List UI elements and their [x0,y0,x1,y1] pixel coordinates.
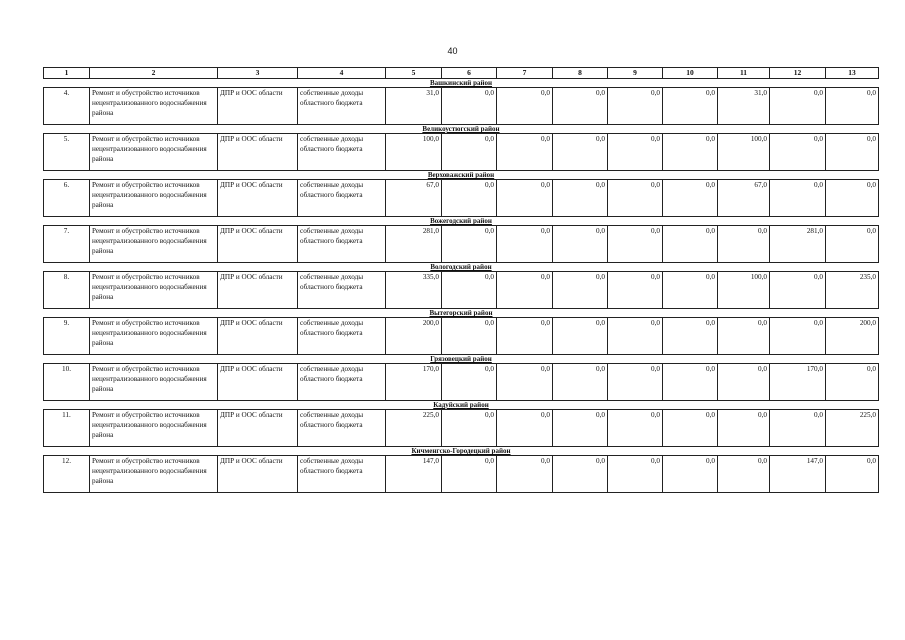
value-cell: 0,0 [718,456,770,493]
column-header: 7 [497,68,553,79]
row-number: 8. [44,272,90,309]
district-row [44,263,879,272]
executor: ДПР и ООС области [218,226,298,263]
district-name: Вытегорский район [44,309,879,318]
district-row [44,125,879,134]
value-cell: 0,0 [826,134,879,171]
table-row [44,318,879,355]
value-cell: 170,0 [386,364,442,401]
activity-name: Ремонт и обустройство источников нецентрализованного водоснабжения района [90,364,218,401]
value-cell: 0,0 [442,410,497,447]
value-cell: 0,0 [770,318,826,355]
value-cell: 0,0 [608,456,663,493]
value-cell: 0,0 [608,272,663,309]
value-cell: 0,0 [553,272,608,309]
table-row [44,272,879,309]
column-header: 2 [90,68,218,79]
table-row [44,226,879,263]
value-cell: 0,0 [770,410,826,447]
value-cell: 235,0 [826,272,879,309]
column-header: 10 [663,68,718,79]
value-cell: 0,0 [770,88,826,125]
value-cell: 0,0 [770,272,826,309]
district-row [44,309,879,318]
column-header: 1 [44,68,90,79]
column-header: 8 [553,68,608,79]
district-name: Вологодский район [44,263,879,272]
row-number: 10. [44,364,90,401]
value-cell: 147,0 [386,456,442,493]
executor: ДПР и ООС области [218,410,298,447]
value-cell: 0,0 [442,134,497,171]
district-row [44,401,879,410]
value-cell: 31,0 [386,88,442,125]
activity-name: Ремонт и обустройство источников нецентрализованного водоснабжения района [90,410,218,447]
funding-source: собственные доходы областного бюджета [298,226,386,263]
value-cell: 0,0 [663,272,718,309]
value-cell: 0,0 [663,134,718,171]
table-body [44,79,879,493]
value-cell: 0,0 [770,134,826,171]
funding-source: собственные доходы областного бюджета [298,456,386,493]
row-number: 12. [44,456,90,493]
budget-table [43,67,879,493]
activity-name: Ремонт и обустройство источников нецентрализованного водоснабжения района [90,134,218,171]
value-cell: 0,0 [497,180,553,217]
district-name: Кадуйский район [44,401,879,410]
value-cell: 0,0 [442,364,497,401]
funding-source: собственные доходы областного бюджета [298,134,386,171]
funding-source: собственные доходы областного бюджета [298,88,386,125]
value-cell: 31,0 [718,88,770,125]
column-header: 11 [718,68,770,79]
value-cell: 281,0 [770,226,826,263]
value-cell: 0,0 [553,226,608,263]
value-cell: 0,0 [442,318,497,355]
value-cell: 200,0 [826,318,879,355]
value-cell: 0,0 [718,410,770,447]
value-cell: 0,0 [497,456,553,493]
page-number: 40 [447,46,458,56]
table-row [44,88,879,125]
value-cell: 0,0 [553,456,608,493]
value-cell: 0,0 [497,410,553,447]
district-row [44,447,879,456]
district-name: Кичменгско-Городецкий район [44,447,879,456]
column-header: 9 [608,68,663,79]
value-cell: 0,0 [442,456,497,493]
value-cell: 100,0 [386,134,442,171]
activity-name: Ремонт и обустройство источников нецентрализованного водоснабжения района [90,226,218,263]
row-number: 9. [44,318,90,355]
district-row [44,79,879,88]
funding-source: собственные доходы областного бюджета [298,272,386,309]
value-cell: 0,0 [718,364,770,401]
district-name: Вожегодский район [44,217,879,226]
value-cell: 0,0 [826,456,879,493]
value-cell: 0,0 [442,272,497,309]
funding-source: собственные доходы областного бюджета [298,318,386,355]
district-name: Грязовецкий район [44,355,879,364]
value-cell: 0,0 [608,226,663,263]
value-cell: 0,0 [553,134,608,171]
value-cell: 0,0 [770,180,826,217]
executor: ДПР и ООС области [218,364,298,401]
column-header: 6 [442,68,497,79]
value-cell: 0,0 [608,318,663,355]
district-row [44,355,879,364]
value-cell: 0,0 [826,88,879,125]
executor: ДПР и ООС области [218,88,298,125]
value-cell: 100,0 [718,134,770,171]
value-cell: 0,0 [553,180,608,217]
value-cell: 0,0 [553,410,608,447]
activity-name: Ремонт и обустройство источников нецентрализованного водоснабжения района [90,318,218,355]
value-cell: 281,0 [386,226,442,263]
value-cell: 0,0 [553,318,608,355]
value-cell: 0,0 [608,88,663,125]
value-cell: 0,0 [497,272,553,309]
executor: ДПР и ООС области [218,134,298,171]
value-cell: 0,0 [553,88,608,125]
value-cell: 147,0 [770,456,826,493]
value-cell: 0,0 [497,226,553,263]
activity-name: Ремонт и обустройство источников нецентрализованного водоснабжения района [90,456,218,493]
value-cell: 0,0 [663,318,718,355]
row-number: 5. [44,134,90,171]
header-row [44,68,879,79]
column-header: 13 [826,68,879,79]
activity-name: Ремонт и обустройство источников нецентрализованного водоснабжения района [90,272,218,309]
value-cell: 0,0 [608,410,663,447]
value-cell: 0,0 [497,318,553,355]
value-cell: 67,0 [718,180,770,217]
activity-name: Ремонт и обустройство источников нецентрализованного водоснабжения района [90,180,218,217]
value-cell: 0,0 [608,364,663,401]
district-row [44,217,879,226]
table-row [44,134,879,171]
district-name: Вашкинский район [44,79,879,88]
column-header: 5 [386,68,442,79]
district-name: Верховажский район [44,171,879,180]
district-row [44,171,879,180]
value-cell: 0,0 [826,180,879,217]
funding-source: собственные доходы областного бюджета [298,364,386,401]
executor: ДПР и ООС области [218,272,298,309]
value-cell: 100,0 [718,272,770,309]
value-cell: 170,0 [770,364,826,401]
table-row [44,180,879,217]
funding-source: собственные доходы областного бюджета [298,180,386,217]
value-cell: 0,0 [497,134,553,171]
value-cell: 0,0 [718,226,770,263]
value-cell: 0,0 [663,456,718,493]
row-number: 11. [44,410,90,447]
column-header: 12 [770,68,826,79]
value-cell: 0,0 [663,180,718,217]
value-cell: 0,0 [497,88,553,125]
value-cell: 0,0 [442,88,497,125]
row-number: 6. [44,180,90,217]
activity-name: Ремонт и обустройство источников нецентрализованного водоснабжения района [90,88,218,125]
value-cell: 0,0 [663,226,718,263]
table-row [44,410,879,447]
value-cell: 0,0 [663,364,718,401]
value-cell: 0,0 [497,364,553,401]
value-cell: 0,0 [663,410,718,447]
table-row [44,364,879,401]
value-cell: 0,0 [826,226,879,263]
column-header: 3 [218,68,298,79]
executor: ДПР и ООС области [218,318,298,355]
value-cell: 0,0 [663,88,718,125]
value-cell: 335,0 [386,272,442,309]
funding-source: собственные доходы областного бюджета [298,410,386,447]
executor: ДПР и ООС области [218,180,298,217]
row-number: 7. [44,226,90,263]
value-cell: 0,0 [826,364,879,401]
value-cell: 0,0 [442,226,497,263]
row-number: 4. [44,88,90,125]
value-cell: 225,0 [826,410,879,447]
district-name: Великоустюгский район [44,125,879,134]
value-cell: 0,0 [718,318,770,355]
executor: ДПР и ООС области [218,456,298,493]
table-row [44,456,879,493]
value-cell: 200,0 [386,318,442,355]
value-cell: 0,0 [442,180,497,217]
value-cell: 67,0 [386,180,442,217]
value-cell: 225,0 [386,410,442,447]
value-cell: 0,0 [553,364,608,401]
column-header: 4 [298,68,386,79]
value-cell: 0,0 [608,134,663,171]
value-cell: 0,0 [608,180,663,217]
